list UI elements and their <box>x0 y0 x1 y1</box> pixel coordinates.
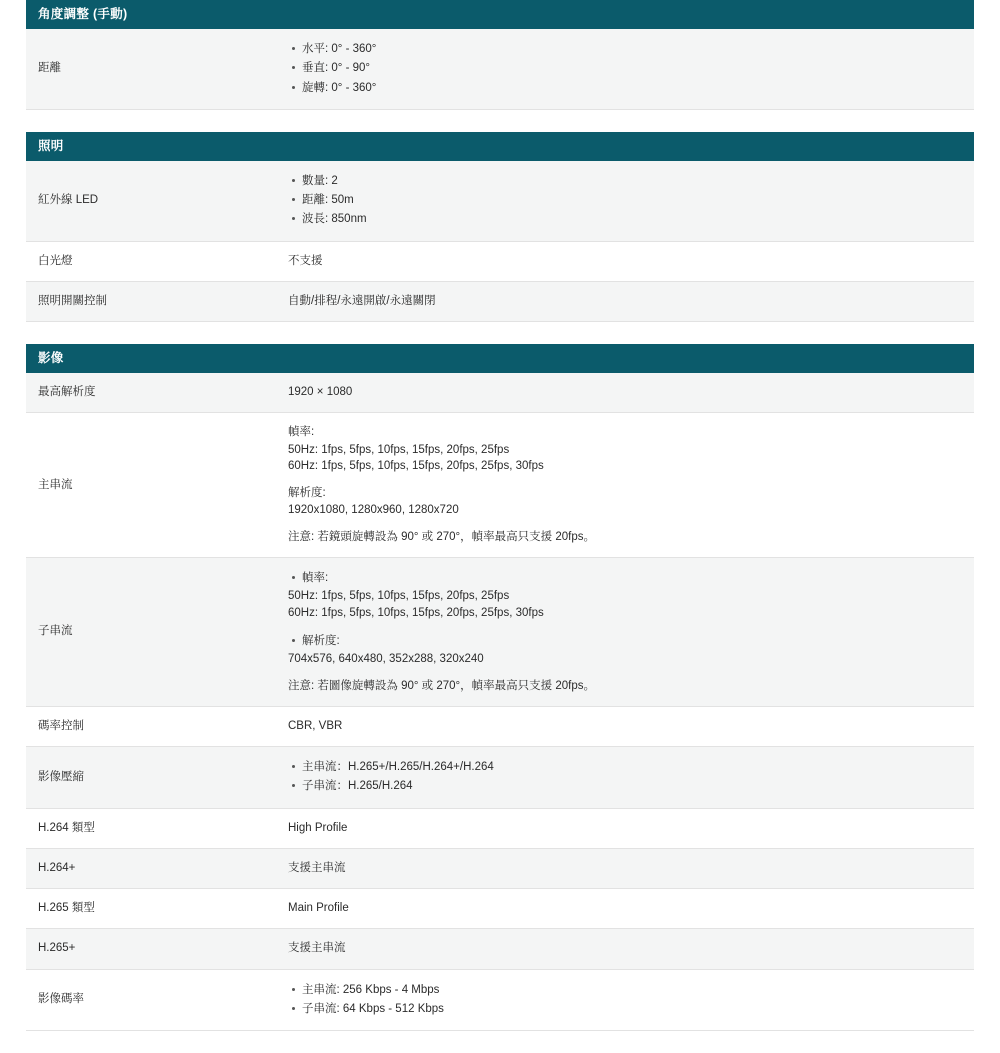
bullet-item: 旋轉: 0° - 360° <box>302 79 962 98</box>
bullet-item: 波長: 850nm <box>302 210 962 229</box>
spec-sheet <box>26 0 974 1031</box>
spec-key: 影像碼率 <box>38 993 84 1006</box>
spec-section <box>26 132 974 322</box>
spec-value <box>276 747 974 809</box>
spec-key: 照明開關控制 <box>38 294 107 307</box>
table-row <box>26 413 974 558</box>
bullet-item: 幀率: <box>302 569 962 588</box>
spec-value <box>276 706 974 746</box>
value-group <box>288 632 962 668</box>
spec-key: 子串流 <box>38 625 73 638</box>
spec-key: 碼率控制 <box>38 719 84 732</box>
spec-table <box>26 373 974 1031</box>
spec-value <box>276 929 974 969</box>
bullet-item: 主串流：H.265+/H.265/H.264+/H.264 <box>302 758 962 777</box>
spec-key: H.264 類型 <box>38 821 95 834</box>
table-row <box>26 161 974 241</box>
value-text: 1920 × 1080 <box>288 386 353 398</box>
spec-table <box>26 161 974 322</box>
value-bullets <box>288 40 962 98</box>
spec-value <box>276 373 974 413</box>
group-line: 60Hz: 1fps, 5fps, 10fps, 15fps, 20fps, 25fps, 30fps <box>288 606 544 619</box>
table-row <box>26 281 974 321</box>
value-text: CBR, VBR <box>288 719 343 732</box>
value-note: 注意: 若圖像旋轉設為 90° 或 270°，幀率最高只支援 20fps。 <box>288 679 595 692</box>
bullet-item: 子串流: 64 Kbps - 512 Kbps <box>302 1000 962 1019</box>
group-label: 幀率: <box>288 426 315 439</box>
spec-section <box>26 0 974 110</box>
spec-key: H.265+ <box>38 942 76 955</box>
value-text: 支援主串流 <box>288 942 346 955</box>
group-label-bullet <box>288 569 962 588</box>
spec-key: 影像壓縮 <box>38 770 84 783</box>
group-label: 解析度: <box>288 486 326 499</box>
bullet-item: 水平: 0° - 360° <box>302 40 962 59</box>
table-row <box>26 706 974 746</box>
value-group <box>288 569 962 622</box>
spec-key: 距離 <box>38 62 61 75</box>
table-row <box>26 929 974 969</box>
spec-value <box>276 281 974 321</box>
spec-value <box>276 29 974 109</box>
group-line: 50Hz: 1fps, 5fps, 10fps, 15fps, 20fps, 25fps <box>288 590 510 603</box>
spec-value <box>276 848 974 888</box>
value-bullets <box>288 172 962 230</box>
spec-key: H.264+ <box>38 861 76 874</box>
spec-key: 最高解析度 <box>38 386 96 398</box>
group-line: 1920x1080, 1280x960, 1280x720 <box>288 504 459 517</box>
section-header: 照明 <box>26 132 974 161</box>
group-line: 704x576, 640x480, 352x288, 320x240 <box>288 652 484 665</box>
group-line: 50Hz: 1fps, 5fps, 10fps, 15fps, 20fps, 25fps <box>288 443 510 456</box>
bullet-item: 數量: 2 <box>302 172 962 191</box>
value-note: 注意: 若鏡頭旋轉設為 90° 或 270°，幀率最高只支援 20fps。 <box>288 530 595 543</box>
table-row <box>26 889 974 929</box>
spec-key: H.265 類型 <box>38 902 95 915</box>
bullet-item: 子串流：H.265/H.264 <box>302 777 962 796</box>
spec-value <box>276 558 974 707</box>
spec-section <box>26 344 974 1031</box>
spec-value <box>276 241 974 281</box>
value-text: 不支援 <box>288 254 323 267</box>
spec-key: 白光燈 <box>38 254 73 267</box>
value-text: Main Profile <box>288 902 349 915</box>
value-text: 支援主串流 <box>288 861 346 874</box>
spec-value <box>276 808 974 848</box>
spec-key: 紅外線 LED <box>38 194 99 206</box>
spec-table <box>26 29 974 110</box>
bullet-item: 垂直: 0° - 90° <box>302 59 962 78</box>
spec-value <box>276 161 974 241</box>
group-label-bullet <box>288 632 962 651</box>
value-bullets <box>288 758 962 797</box>
section-header: 角度調整 (手動) <box>26 0 974 29</box>
table-row <box>26 848 974 888</box>
value-group <box>288 485 962 519</box>
group-line: 60Hz: 1fps, 5fps, 10fps, 15fps, 20fps, 25fps, 30fps <box>288 460 544 473</box>
section-header: 影像 <box>26 344 974 373</box>
bullet-item: 距離: 50m <box>302 191 962 210</box>
value-text: High Profile <box>288 821 348 834</box>
table-row <box>26 373 974 413</box>
spec-value <box>276 889 974 929</box>
spec-value <box>276 413 974 558</box>
bullet-item: 主串流: 256 Kbps - 4 Mbps <box>302 981 962 1000</box>
spec-key: 主串流 <box>38 478 73 491</box>
table-row <box>26 241 974 281</box>
table-row <box>26 29 974 109</box>
value-text: 自動/排程/永遠開啟/永遠關閉 <box>288 294 436 307</box>
table-row <box>26 808 974 848</box>
value-group <box>288 424 962 475</box>
table-row <box>26 747 974 809</box>
bullet-item: 解析度: <box>302 632 962 651</box>
table-row <box>26 558 974 707</box>
